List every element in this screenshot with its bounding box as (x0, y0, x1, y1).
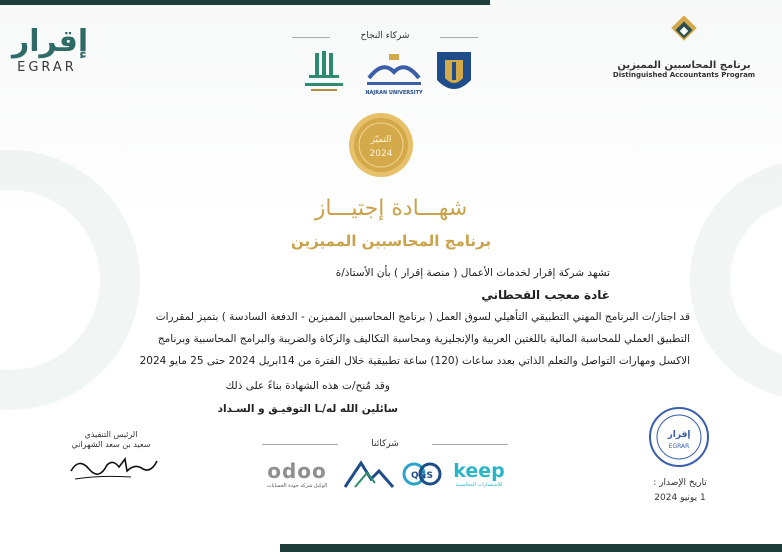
certificate-wishes-line: سائلين الله له/ـا التوفيـق و السـداد (217, 403, 398, 415)
company-stamp (648, 406, 710, 468)
medal-icon (348, 112, 414, 178)
stamp-latin: EGRAR (668, 443, 690, 450)
excellence-medal (348, 112, 414, 178)
program-logo-arabic: برنامج المحاسبين المميزين (617, 60, 751, 71)
qs-logo-text: Q&S (411, 471, 433, 481)
divider (432, 444, 508, 445)
certificate-paragraph-line: التطبيق العملي للمحاسبة المالية باللغتين العربية والإنجليزية ومحاسبة التكاليف والزكاة والضريبة والبرامج المحاسبية وبرنامج (157, 333, 690, 345)
egrar-logo (12, 24, 89, 75)
sponsor-odoo (258, 455, 336, 493)
certificate-paragraph-line: قد اجتاز/ت البرنامج المهني التطبيقي التأهيلي لسوق العمل ( برنامج المحاسبين المميزين - الدفعة السادسة ) بتميز لمقررات (155, 311, 690, 323)
issue-date-label: تاريخ الإصدار : (653, 478, 707, 488)
sponsor-accounting (338, 455, 400, 493)
program-logo (604, 16, 764, 79)
university-emblem-icon (301, 49, 347, 97)
medal-label: التميّز (370, 135, 392, 145)
partner-logo-caption: NAJRAN UNIVERSITY (365, 90, 423, 96)
sponsor-keep (446, 455, 512, 493)
divider (440, 37, 478, 38)
sponsors-title: شركائنا (371, 439, 399, 449)
partner-logo-3 (430, 46, 478, 100)
signature-icon (61, 449, 161, 485)
certificate-granted-line: وقد مُنح/ت هذه الشهادة بناءً على ذلك (225, 380, 390, 392)
issue-date-block (645, 478, 715, 503)
ceo-role: الرئيس التنفيذي (84, 430, 138, 439)
qs-logo-icon (402, 459, 442, 489)
stamp-arabic: إقرار (667, 430, 691, 440)
certificate-title: شهـــادة إجتيـــاز (314, 196, 468, 221)
ceo-name: سعيد بن سعد الشهراني (71, 440, 151, 449)
recipient-name: غادة معجب القحطاني (481, 288, 610, 302)
partner-logo-2 (358, 46, 430, 100)
divider (262, 444, 338, 445)
odoo-logo-sub: الوكيل شركة جودة الحسابات (266, 483, 328, 489)
najran-university-emblem-icon (363, 50, 425, 90)
keep-logo-sub: للاستشارات المحاسبية (455, 482, 503, 488)
sponsor-qs (400, 455, 444, 493)
program-logo-english: Distinguished Accountants Program (612, 71, 756, 79)
certificate-paragraph-line: الاكسل ومهارات التواصل والتعلم الذاتي بعدد ساعات (120) ساعة تطبيقية خلال الفترة من 14ابريل 2024 حتى 25 مايو 2024 (139, 355, 690, 367)
university-shield-icon (433, 48, 475, 98)
stamp-icon (648, 406, 710, 468)
success-partners-title: شركاء النجاح (360, 31, 410, 41)
bottom-accent-bar (280, 544, 782, 552)
divider (292, 37, 330, 38)
certificate-subtitle: برنامج المحاسبين المميزين (290, 232, 491, 250)
program-emblem-icon (666, 16, 702, 52)
ceo-signature-block (56, 430, 166, 489)
top-accent-bar (0, 0, 490, 5)
partner-logo-1 (296, 46, 352, 100)
odoo-logo-text: odoo (267, 459, 327, 483)
keep-logo-text: keep (453, 460, 505, 482)
egrar-logo-arabic: إقرار (12, 24, 89, 59)
background-ring (0, 150, 140, 410)
issue-date-value: 1 يونيو 2024 (654, 493, 706, 503)
egrar-logo-latin: EGRAR (17, 60, 77, 75)
accounting-firm-logo-icon (341, 457, 397, 491)
certificate-intro: تشهد شركة إقرار لخدمات الأعمال ( منصة إقرار ) بأن الأستاذ/ة (335, 267, 610, 279)
medal-year: 2024 (369, 149, 393, 159)
